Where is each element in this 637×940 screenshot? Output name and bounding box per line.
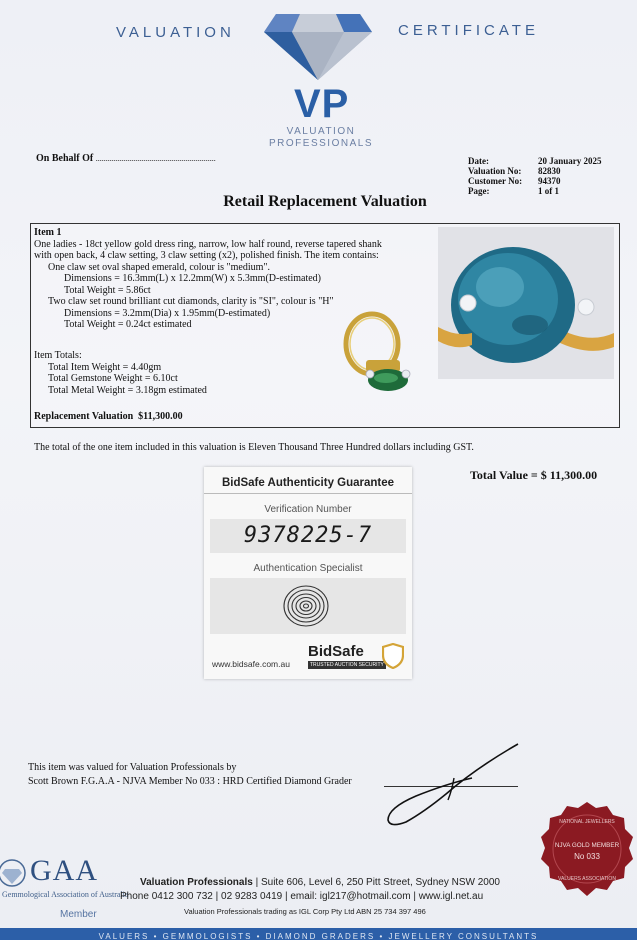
gaa-diamond-icon xyxy=(0,856,28,890)
bidsafe-website: www.bidsafe.com.au xyxy=(212,659,290,669)
gaa-member: Member xyxy=(60,909,97,920)
meta-row-date xyxy=(468,156,628,166)
seal-arc-top: NATIONAL JEWELLERS xyxy=(559,819,615,825)
item-line: One ladies - 18ct yellow gold dress ring, narrow, low half round, reverse tapered shank xyxy=(34,238,382,250)
footer-line-1 xyxy=(140,877,500,888)
bidsafe-brand xyxy=(308,643,386,669)
verification-label: Verification Number xyxy=(264,504,352,515)
summary-text: The total of the one item included in this valuation is Eleven Thousand Three Hundred dollars including GST. xyxy=(34,442,474,453)
specialist-box xyxy=(210,578,406,634)
footer-company: Valuation Professionals xyxy=(140,877,253,888)
meta-row-page xyxy=(468,186,628,196)
meta-value: 1 of 1 xyxy=(538,186,559,196)
ring-side-photo xyxy=(336,306,436,406)
gaa-letters: GAA xyxy=(30,854,98,887)
replacement-label: Replacement Valuation xyxy=(34,411,134,422)
ring-top-photo xyxy=(438,227,614,379)
item-line: Total Weight = 5.86ct xyxy=(64,284,151,296)
seal-middle-1: NJVA GOLD MEMBER xyxy=(554,842,620,849)
meta-label: Customer No: xyxy=(468,176,523,186)
meta-label: Page: xyxy=(468,186,490,196)
header-left-word: VALUATION xyxy=(116,24,235,41)
footer-banner xyxy=(0,928,637,940)
gaa-sub: Gemmological Association of Australia xyxy=(2,890,129,899)
meta-label: Date: xyxy=(468,156,489,166)
meta-value: 82830 xyxy=(538,166,561,176)
logo-letters: VP xyxy=(294,82,350,126)
total-value: Total Value = $ 11,300.00 xyxy=(470,468,598,482)
shield-icon xyxy=(382,643,404,669)
signature-line-2: Scott Brown F.G.A.A - NJVA Member No 033 : HRD Certified Diamond Grader xyxy=(28,776,352,787)
footer-address: | Suite 606, Level 6, 250 Pitt Street, Sydney NSW 2000 xyxy=(252,877,500,888)
fingerprint-icon xyxy=(280,582,332,630)
bidsafe-brand-sub: TRUSTED AUCTION SECURITY xyxy=(310,662,384,668)
verification-number-box xyxy=(210,519,406,553)
bidsafe-brand-name: BidSafe xyxy=(308,643,364,660)
meta-value: 94370 xyxy=(538,176,561,186)
diamond-logo-icon xyxy=(262,10,374,82)
totals-heading: Item Totals: xyxy=(34,350,82,361)
njva-seal xyxy=(540,800,635,900)
replacement-value: $11,300.00 xyxy=(138,411,183,422)
meta-label: Valuation No: xyxy=(468,166,522,176)
logo-sub-line-1: VALUATION xyxy=(286,126,356,137)
totals-line: Total Item Weight = 4.40gm xyxy=(48,361,162,373)
totals-line: Total Gemstone Weight = 6.10ct xyxy=(48,373,178,384)
specialist-label: Authentication Specialist xyxy=(253,563,363,574)
item-box xyxy=(30,223,620,428)
on-behalf-dots: ............................................................ xyxy=(95,154,216,163)
item-heading: Item 1 xyxy=(34,227,62,238)
header-right-word: CERTIFICATE xyxy=(398,22,539,39)
seal-middle-2: No 033 xyxy=(574,852,600,861)
bidsafe-title: BidSafe Authenticity Guarantee xyxy=(221,477,395,489)
bidsafe-card xyxy=(204,467,412,679)
footer-line-2: Phone 0412 300 732 | 02 9283 0419 | email: igl217@hotmail.com | www.igl.net.au xyxy=(120,891,484,902)
seal-arc-bottom: VALUERS ASSOCIATION xyxy=(558,876,616,882)
signature-line-1: This item was valued for Valuation Professionals by xyxy=(28,762,237,773)
item-line: Two claw set round brilliant cut diamonds, clarity is "SI", colour is "H" xyxy=(48,296,334,307)
handwritten-signature xyxy=(376,738,526,828)
on-behalf-label: On Behalf Of xyxy=(36,153,94,164)
meta-value: 20 January 2025 xyxy=(538,156,602,166)
document-title: Retail Replacement Valuation xyxy=(223,193,427,210)
meta-row-valuation-no xyxy=(468,166,628,176)
item-line: Dimensions = 3.2mm(Dia) x 1.95mm(D-estimated) xyxy=(64,307,271,319)
meta-block xyxy=(468,156,628,196)
item-line: One claw set oval shaped emerald, colour is "medium". xyxy=(48,261,270,273)
item-line: with open back, 4 claw setting, 3 claw setting (x2), polished finish. The item contains: xyxy=(34,250,379,261)
footer-banner-text: VALUERS • GEMMOLOGISTS • DIAMOND GRADERS • JEWELLERY CONSULTANTS xyxy=(98,932,539,940)
meta-row-customer-no xyxy=(468,176,628,186)
emerald-ring-icon xyxy=(438,227,614,379)
logo-sub-line-2: PROFESSIONALS xyxy=(269,138,373,149)
logo-subtitle xyxy=(262,126,380,150)
item-line: Total Weight = 0.24ct estimated xyxy=(64,319,192,330)
verification-number: 9378225-7 xyxy=(243,523,373,548)
bidsafe-divider xyxy=(204,493,412,494)
item-totals xyxy=(34,350,334,396)
replacement-valuation xyxy=(34,411,183,423)
item-line: Dimensions = 16.3mm(L) x 12.2mm(W) x 5.3mm(D-estimated) xyxy=(64,273,321,284)
totals-line: Total Metal Weight = 3.18gm estimated xyxy=(48,384,207,396)
footer-line-3: Valuation Professionals trading as IGL Corp Pty Ltd ABN 25 734 397 496 xyxy=(184,907,426,916)
on-behalf-of xyxy=(36,153,216,164)
